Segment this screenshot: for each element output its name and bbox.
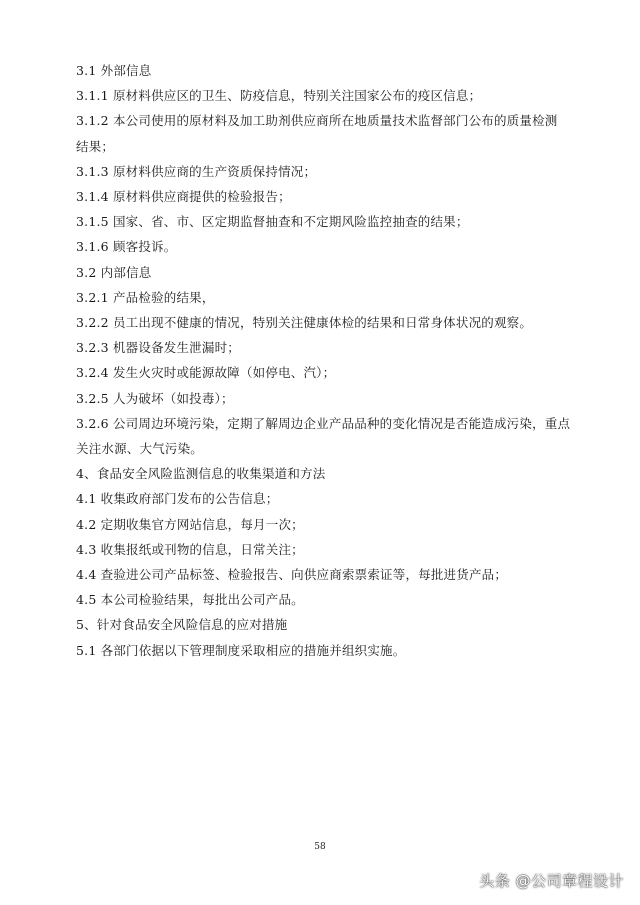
page-number: 58 xyxy=(314,842,326,852)
text-line: 3.2.3 机器设备发生泄漏时； xyxy=(76,340,240,356)
heading-3-2: 3.2 内部信息 xyxy=(76,264,152,280)
heading-5: 5、针对食品安全风险信息的应对措施 xyxy=(76,617,288,633)
text-line: 3.1.3 原材料供应商的生产资质保持情况； xyxy=(76,163,317,179)
text-line: 3.1.1 原材料供应区的卫生、防疫信息，特别关注国家公布的疫区信息； xyxy=(76,88,482,104)
text-line: 3.1.2 本公司使用的原材料及加工助剂供应商所在地质量技术监督部门公布的质量检测 xyxy=(76,113,558,129)
text-line: 5.1 各部门依据以下管理制度采取相应的措施并组织实施。 xyxy=(76,642,406,658)
text-line: 4.3 收集报纸或刊物的信息，日常关注； xyxy=(76,541,304,557)
text-line: 4.5 本公司检验结果，每批出公司产品。 xyxy=(76,592,304,608)
text-line: 3.2.4 发生火灾时或能源故障（如停电、汽）； xyxy=(76,365,336,381)
text-line: 4.2 定期收集官方网站信息，每月一次； xyxy=(76,516,304,532)
heading-3-1: 3.1 外部信息 xyxy=(76,63,152,78)
text-line: 3.2.6 公司周边环境污染，定期了解周边企业产品品种的变化情况是否能造成污染，重点 xyxy=(76,415,571,431)
text-line: 3.1.4 原材料供应商提供的检验报告； xyxy=(76,189,291,205)
text-line: 3.2.2 员工出现不健康的情况，特别关注健康体检的结果和日常身体状况的观察。 xyxy=(76,315,533,331)
text-line: 3.2.1 产品检验的结果， xyxy=(76,289,215,305)
watermark-logo: 头条 @公司章程设计 xyxy=(479,872,624,890)
text-line: 结果； xyxy=(76,138,115,154)
text-line: 关注水源、大气污染。 xyxy=(76,441,204,457)
document-body xyxy=(76,58,576,663)
text-line: 3.1.6 顾客投诉。 xyxy=(76,239,177,255)
text-line: 3.2.5 人为破坏（如投毒）； xyxy=(76,390,234,406)
text-line: 4.1 收集政府部门发布的公告信息； xyxy=(76,491,279,507)
text-line: 4.4 查验进公司产品标签、检验报告、向供应商索票索证等，每批进货产品； xyxy=(76,567,508,583)
heading-4: 4、食品安全风险监测信息的收集渠道和方法 xyxy=(76,466,326,482)
text-line: 3.1.5 国家、省、市、区定期监督抽查和不定期风险监控抽查的结果； xyxy=(76,214,469,230)
